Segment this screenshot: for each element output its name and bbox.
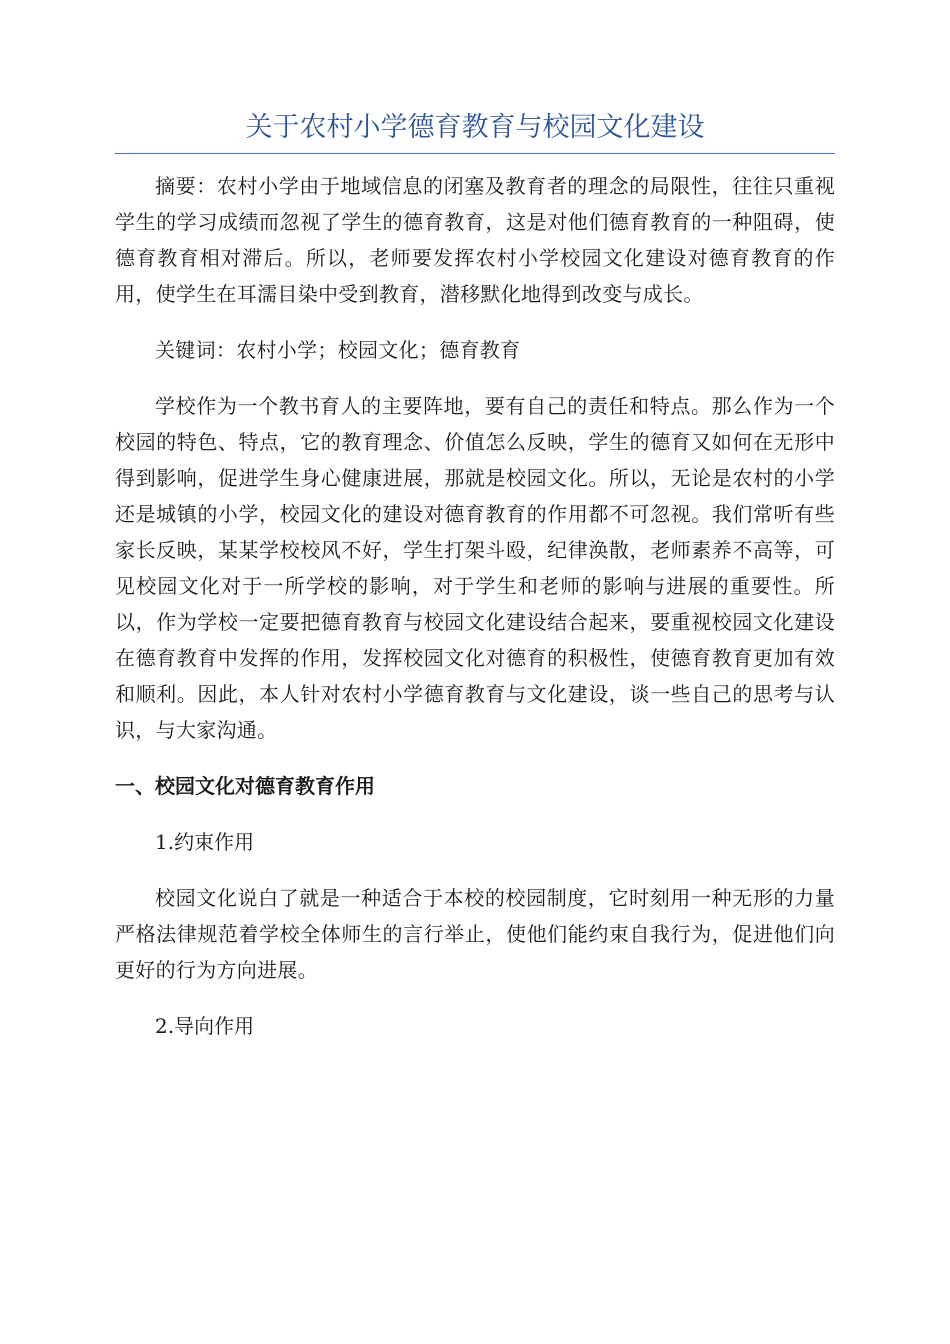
page-title: 关于农村小学德育教育与校园文化建设 [115, 108, 835, 154]
keywords-paragraph: 关键词：农村小学；校园文化；德育教育 [155, 338, 521, 362]
document-page [115, 108, 835, 1044]
intro-paragraph: 学校作为一个教书育人的主要阵地，要有自己的责任和特点。那么作为一个校园的特色、特点，它的教育理念、价值怎么反映，学生的德育又如何在无形中得到影响，促进学生身心健康进展，那就是校园文化。所以，无论是农村的小学还是城镇的小学，校园文化的建设对德育教育的作用都不可忽视。我们常听有些家长反映，某某学校校风不好，学生打架斗殴，纪律涣散，老师素养不高等，可见校园文化对于一所学校的影响，对于学生和老师的影响与进展的重要性。所以，作为学校一定要把德育教育与校园文化建设结合起来，要重视校园文化建设在德育教育中发挥的作用，发挥校园文化对德育的积极性，使德育教育更加有效和顺利。因此，本人针对农村小学德育教育与文化建设，谈一些自己的思考与认识，与大家沟通。 [115, 394, 835, 742]
subsection-title-2: 2.导向作用 [155, 1014, 255, 1038]
body-paragraph-1: 校园文化说白了就是一种适合于本校的校园制度，它时刻用一种无形的力量严格法律规范着学校全体师生的言行举止，使他们能约束自我行为，促进他们向更好的行为方向进展。 [115, 886, 835, 982]
section-heading: 一、校园文化对德育教育作用 [115, 774, 375, 798]
subsection-title-1: 1.约束作用 [155, 830, 255, 854]
abstract-paragraph: 摘要：农村小学由于地域信息的闭塞及教育者的理念的局限性，往往只重视学生的学习成绩而忽视了学生的德育教育，这是对他们德育教育的一种阻碍，使德育教育相对滞后。所以，老师要发挥农村小学校园文化建设对德育教育的作用，使学生在耳濡目染中受到教育，潜移默化地得到改变与成长。 [115, 174, 835, 306]
